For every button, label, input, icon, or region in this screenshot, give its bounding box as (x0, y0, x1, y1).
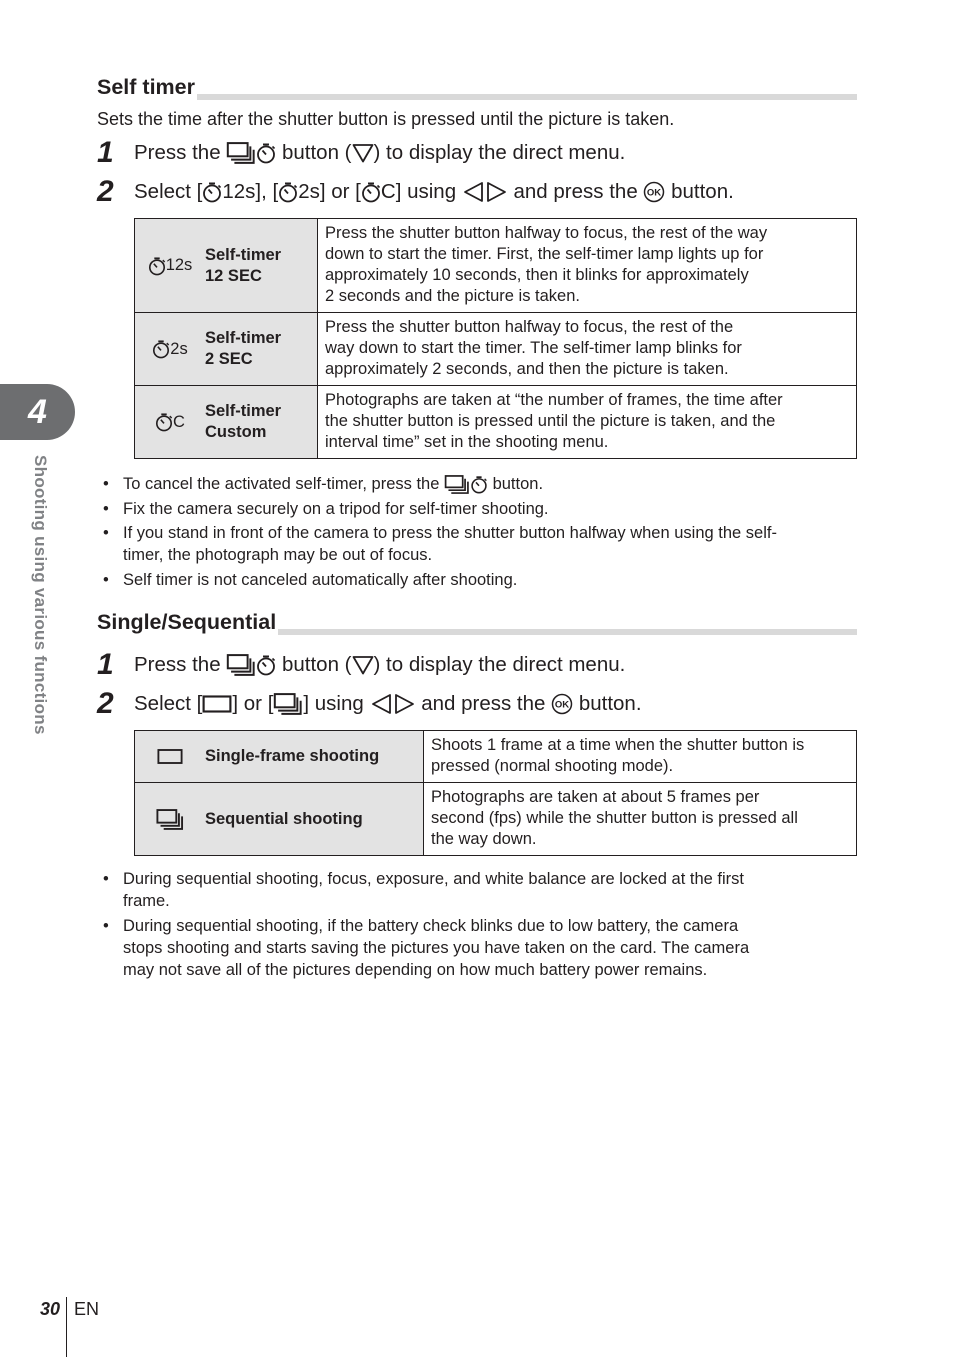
step-text: Press the (134, 653, 227, 676)
self-timer-icon (361, 181, 381, 203)
bullet: • (103, 570, 109, 589)
sequential-icon (444, 475, 470, 494)
table-row (135, 313, 857, 386)
self-timer-step-1 (97, 136, 625, 170)
list-item (103, 522, 859, 566)
single-sequential-heading (97, 605, 857, 635)
step-number: 2 (97, 687, 114, 720)
chapter-number: 4 (28, 393, 47, 431)
timer-mode-text: 12s (165, 256, 193, 274)
timer-mode-text: 2s (170, 339, 188, 358)
step-text: button. (573, 692, 642, 715)
list-item (103, 473, 859, 495)
bullet: • (103, 524, 109, 542)
bullet: • (103, 870, 109, 888)
single-sequential-step-2 (97, 687, 642, 721)
desc-line: 2 seconds and the picture is taken. (325, 287, 580, 305)
note-text: Fix the camera securely on a tripod for self-timer shooting. (123, 499, 549, 518)
desc-line: approximately 2 seconds, and then the picture is taken. (325, 360, 729, 378)
self-timer-intro: Sets the time after the shutter button is pressed until the picture is taken. (97, 109, 675, 129)
page-number: 30 (40, 1299, 61, 1319)
down-arrow-icon (352, 655, 374, 675)
note-text: may not save all of the pictures depending on how much battery power remains. (123, 960, 708, 979)
step-text: ) to display the direct menu. (373, 653, 626, 676)
label-line: 2 SEC (205, 350, 253, 368)
self-timer-icon (278, 181, 298, 203)
note-text: To cancel the activated self-timer, press the (123, 475, 444, 493)
single-frame-icon (157, 748, 183, 765)
list-item (103, 868, 859, 912)
desc-line: way down to start the timer. The self-timer lamp blinks for (325, 339, 742, 357)
table-label (205, 313, 318, 386)
bullet: • (103, 916, 109, 935)
note-text: button. (488, 475, 544, 493)
single-sequential-step-1 (97, 648, 625, 682)
self-timer-icon (256, 654, 276, 676)
step-text: button ( (276, 653, 352, 676)
step-text: 2s] or [ (298, 180, 361, 203)
table-description (424, 783, 857, 856)
timer-custom-cell (135, 386, 206, 459)
list-item (103, 915, 859, 981)
table-row (135, 731, 857, 783)
list-item (103, 498, 859, 520)
desc-line: Photographs are taken at “the number of frames, the time after (325, 391, 783, 409)
label-line: Self-timer (205, 402, 282, 420)
step-text: Select [ (134, 180, 203, 203)
self-timer-icon (202, 181, 222, 203)
note-text: During sequential shooting, if the battery check blinks due to low battery, the camera (123, 916, 739, 935)
table-description (318, 219, 857, 313)
step-text: C] using (380, 180, 462, 203)
timer-12s-cell (135, 219, 206, 313)
step-text: button ( (276, 141, 352, 164)
desc-line: Press the shutter button halfway to focus, the rest of the (325, 318, 734, 336)
table-row (135, 386, 857, 459)
self-timer-title: Self timer (97, 75, 195, 99)
desc-line: the way down. (431, 830, 537, 848)
step-text: ) to display the direct menu. (373, 141, 626, 164)
note-text: During sequential shooting, focus, exposure, and white balance are locked at the first (123, 870, 744, 888)
self-timer-icon (152, 339, 170, 359)
note-text: frame. (123, 892, 170, 910)
single-sequential-table (134, 730, 857, 856)
single-sequential-title: Single/Sequential (97, 610, 277, 634)
step-text: 12s], [ (222, 180, 279, 203)
table-row (135, 219, 857, 313)
desc-line: second (fps) while the shutter button is pressed all (431, 809, 798, 827)
down-arrow-icon (352, 143, 374, 163)
note-text: stops shooting and starts saving the pictures you have taken on the card. The camera (123, 938, 750, 957)
list-item (103, 569, 859, 591)
table-description (318, 386, 857, 459)
left-right-arrows-icon (462, 181, 508, 203)
note-text: Self timer is not canceled automatically after shooting. (123, 570, 518, 589)
sequential-icon (226, 142, 256, 164)
table-description (318, 313, 857, 386)
self-timer-step-2 (97, 175, 734, 209)
table-description (424, 731, 857, 783)
step-text: ] using (303, 692, 370, 715)
step-number: 1 (97, 136, 114, 169)
step-number: 1 (97, 648, 114, 681)
table-label (205, 386, 318, 459)
bullet: • (103, 499, 109, 518)
single-frame-cell (135, 731, 206, 783)
ok-button-icon (551, 693, 573, 715)
note-text: timer, the photograph may be out of focus. (123, 546, 433, 564)
table-row (135, 783, 857, 856)
sequential-icon (273, 693, 303, 715)
chapter-tab (0, 384, 75, 440)
desc-line: approximately 10 seconds, then it blinks for approximately (325, 266, 749, 284)
desc-line: Shoots 1 frame at a time when the shutter button is (431, 736, 805, 754)
timer-2s-cell (135, 313, 206, 386)
table-label: Single-frame shooting (205, 731, 424, 783)
label-line: Self-timer (205, 329, 282, 347)
single-sequential-notes (103, 868, 859, 983)
sequential-cell (135, 783, 206, 856)
self-timer-icon (256, 142, 276, 164)
step-text: and press the (415, 692, 552, 715)
chapter-title: Shooting using various functions (31, 455, 50, 735)
timer-mode-text: C (173, 412, 185, 431)
step-text: button. (665, 180, 734, 203)
table-label: Sequential shooting (205, 783, 424, 856)
self-timer-heading (97, 70, 857, 100)
desc-line: down to start the timer. First, the self-timer lamp lights up for (325, 245, 764, 263)
self-timer-icon (470, 475, 488, 494)
label-line: Custom (205, 423, 267, 441)
footer-divider (66, 1297, 67, 1357)
desc-line: the shutter button is pressed until the picture is taken, and the (325, 412, 776, 430)
step-text: and press the (507, 180, 644, 203)
desc-line: interval time” set in the shooting menu. (325, 433, 609, 451)
desc-line: Photographs are taken at about 5 frames per (431, 788, 760, 806)
left-right-arrows-icon (370, 693, 416, 715)
heading-bar (97, 94, 857, 100)
desc-line: Press the shutter button halfway to focus, the rest of the way (325, 224, 768, 242)
label-line: Self-timer (205, 245, 282, 264)
label-line: 12 SEC (205, 266, 262, 285)
self-timer-notes (103, 473, 859, 593)
sequential-icon (226, 654, 256, 676)
ok-button-icon (643, 181, 665, 203)
bullet: • (103, 475, 109, 493)
step-text: ] or [ (232, 692, 274, 715)
note-text: If you stand in front of the camera to press the shutter button halfway when using the self- (123, 524, 777, 542)
single-frame-icon (202, 694, 232, 714)
step-text: Select [ (134, 692, 203, 715)
step-text: Press the (134, 141, 227, 164)
step-number: 2 (97, 175, 114, 208)
self-timer-icon (155, 412, 173, 432)
self-timer-table (134, 218, 857, 459)
self-timer-icon (148, 256, 166, 276)
desc-line: pressed (normal shooting mode). (431, 757, 674, 775)
table-label (205, 219, 318, 313)
sequential-icon (156, 809, 184, 830)
language-label: EN (74, 1299, 100, 1319)
